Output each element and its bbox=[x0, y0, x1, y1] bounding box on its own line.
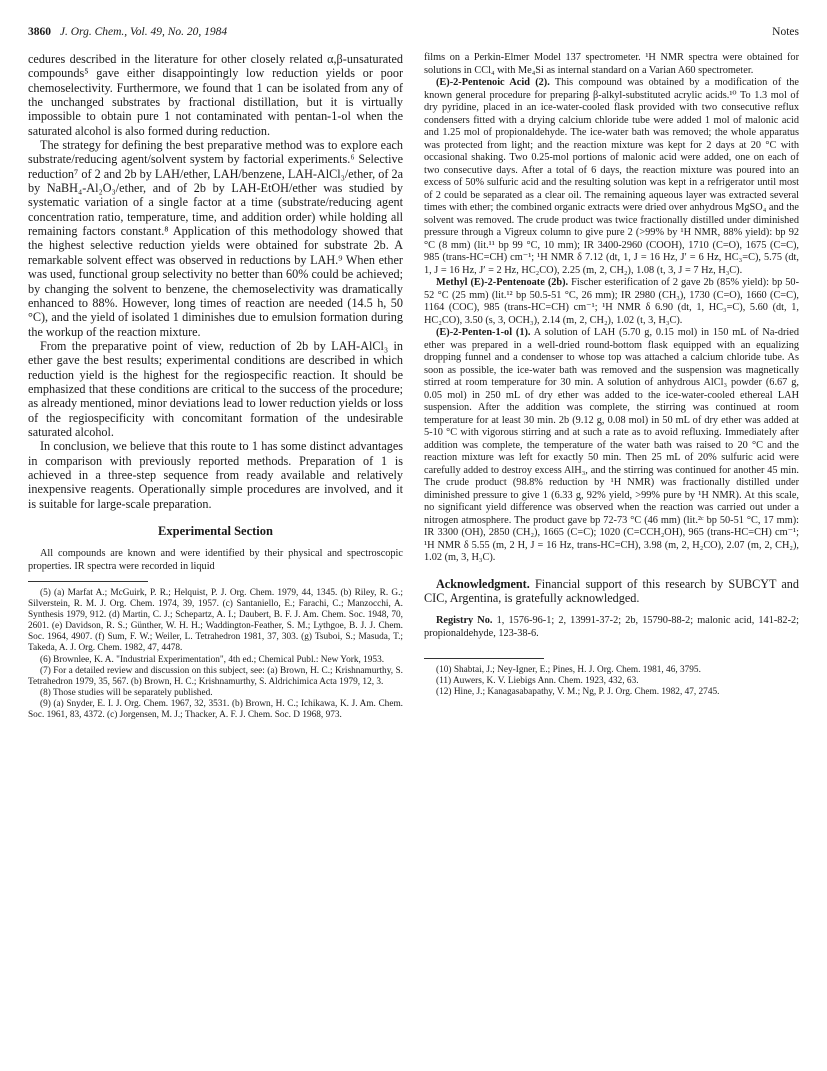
acknowledgment-text: Financial support of this research by SUBCYT and CIC, Argentina, is gratefully acknowledged. bbox=[424, 576, 799, 605]
body-paragraph: From the preparative point of view, reduction of 2b by LAH-AlCl₃ in ether gave the best results; experimental conditions are described in which reduction yield is the highest for the regiospecific reaction. It should be emphasized that these conditions are critical to the success of the procedure; as already mentioned, minor deviations lead to lower reduction yields or loss of the regiospecificity with concomitant formation of the undesirable saturated alcohol. bbox=[28, 338, 404, 439]
footnote: (5) (a) Marfat A.; McGuirk, P. R.; Helquist, P. J. Org. Chem. 1979, 44, 1345. (b) Riley, R. G.; Silverstein, R. M. J. Org. Chem. 1974, 39, 1957. (c) Santaniello, E.; Farachi, C.; Manzocchi, A. Synthesis 1979, 912. (d) Martin, C. J.; Schepartz, A. I.; Daubert, B. F. J. Am. Chem. Soc. 1948, 70, 2601. (e) Davidson, R. S.; Günther, W. H. H.; Waddington-Feather, S. M.; Lythgoe, B. J. J. Chem. Soc. 1964, 4907. (f) Sum, F. W.; Weiler, L. Tetrahedron 1981, 37, 303. (g) Tsuboi, S.; Masuda, T.; Takeda, A. J. Org. Chem. 1982, 47, 4478. bbox=[28, 588, 403, 654]
registry-numbers bbox=[424, 615, 799, 640]
section-heading: Experimental Section bbox=[158, 524, 273, 538]
procedure-text: A solution of LAH (5.70 g, 0.15 mol) in 150 mL of Na-dried ether was prepared in a well-dried round-bottom flask equipped with an equalizing dropping funnel and a condenser to whose top was attached a calcium chloride tube. As soon as possible, the ice-water bath was removed and the suspension was magnetically stirred at room temperature for 30 min. A solution of anhydrous AlCl₃ powder (6.67 g, 0.05 mol) in 250 mL of dry ether was added to the ice-water-cooled ethereal LAH suspension. After the addition was complete, the stirring was continued at room temperature for at least 30 min. 2b (9.12 g, 0.08 mol) in 50 mL of dry ether was added at 5-10 °C with vigorous stirring and at such a rate as to avoid refluxing. Immediately after addition was complete, the temperature of the water bath was raised to 20 °C and the reaction mixture was left for exactly 50 min. Then 25 mL of 20% sulfuric acid were carefully added to destroy excess AlH₃, and the stirring was continued for another 45 min. The crude product (98.8% reduction by ¹H NMR) was fractionally distilled under diminished pressure to give 1 (6.33 g, 92% yield, >99% pure by ¹H NMR). At this scale, no significant yield difference was observed when the reaction was carried out under a nitrogen atmosphere. The product gave bp 72-73 °C (46 mm) (lit.²ᶜ bp 50-51 °C, 17 mm): IR 3300 (OH), 2850 (CH₂), 1665 (C=C); 1020 (C=CCH₂OH), 965 (trans-HC=CH) cm⁻¹; ¹H NMR δ 5.55 (m, 2 H, J = 16 Hz, trans-HC=CH), 3.98 (m, 2, H₂CO), 2.07 (m, 2, CH₂), 1.02 (m, 3, H₃C). bbox=[424, 327, 799, 563]
page-header bbox=[28, 26, 799, 44]
section-label: Notes bbox=[772, 26, 799, 38]
footnote: (7) For a detailed review and discussion on this subject, see: (a) Brown, H. C.; Krishnamurthy, S. Tetrahedron 1979, 35, 567. (b) Brown, H. C.; Krishnamurthy, S. Aldrichimica Acta 1979, 12, 3. bbox=[28, 665, 403, 687]
journal-citation: J. Org. Chem., Vol. 49, No. 20, 1984 bbox=[59, 26, 228, 38]
footnotes-left bbox=[28, 588, 403, 721]
procedure-paragraph bbox=[424, 277, 799, 327]
procedure-text: This compound was obtained by a modification of the known general procedure for preparing β-alkyl-substituted acrylic acids.¹⁰ To 1.3 mol of dry pyridine, placed in an ice-water-cooled flask provided with two consecutive reflux condensers fitted with a drying calcium chloride tube were added 1 mol of malonic acid and 1.25 mol of propionaldehyde. The ice-water bath was removed; the whole apparatus was protected from light; and the reaction mixture was kept for 2 days at 20 °C with occasional shaking. Two 0.25-mol portions of malonic acid were added, one on each of two consecutive days. After a total of 6 days, the reaction mixture was poured into an excess of 50% sulfuric acid and the resulting solution was kept in a refrigerator until most of 2 could be separated as a clear oil. The remaining aqueous layer was extracted several times with ether; the combined organic extracts were dried over anhydrous MgSO₄ and the solvent was removed. The crude product was twice fractionally distilled under diminished pressure through a Vigreux column to give pure 2 (>99% by ¹H NMR, 88% yield): bp 92 °C (8 mm) (lit.¹¹ bp 99 °C, 10 mm); IR 3400-2960 (COOH), 1710 (C=O), 1675 (C=C), 985 (trans-HC=CH) cm⁻¹; ¹H NMR δ 7.12 (dt, 1, J = 16 Hz, J′ = 6 Hz, HC₃=C), 5.75 (dt, 1, J = 16 Hz, J′ = 2 Hz, HC₂CO), 2.25 (m, 2, CH₂), 1.08 (t, 3, J = 7 Hz, H₃C). bbox=[424, 77, 799, 276]
acknowledgment bbox=[424, 577, 799, 606]
footnotes-right bbox=[424, 665, 799, 698]
registry-heading: Registry No. bbox=[436, 615, 493, 627]
page-number: 3860 bbox=[28, 26, 51, 38]
footnote: (10) Shabtai, J.; Ney-Igner, E.; Pines, H. J. Org. Chem. 1981, 46, 3795. bbox=[436, 665, 701, 676]
body-paragraph: cedures described in the literature for other closely related α,β-unsaturated compounds⁵ gave either disappointingly low reduction yields or poor chemoselectivity. Furthermore, we found that 1 can be isolated from any of the unchanged substrates by fractional distillation, but it is virtually impossible to obtain pure 1 not contaminated with pentan-1-ol when the saturated alcohol is also formed during reduction. bbox=[28, 52, 403, 138]
footnote: (11) Auwers, K. V. Liebigs Ann. Chem. 1923, 432, 63. bbox=[436, 676, 639, 687]
compound-heading: (E)-2-Pentenoic Acid (2). bbox=[436, 77, 550, 88]
registry-text: 1, 1576-96-1; 2, 13991-37-2; 2b, 15790-88-2; malonic acid, 141-82-2; propionaldehyde, 123-38-6. bbox=[424, 615, 800, 639]
footnote-divider bbox=[424, 658, 544, 659]
procedure-paragraph bbox=[424, 77, 799, 277]
footnote: (9) (a) Snyder, E. I. J. Org. Chem. 1967, 32, 3531. (b) Brown, H. C.; Ichikawa, K. J. Am. Chem. Soc. 1961, 83, 4372. (c) Jorgensen, M. J.; Thacker, A. F. J. Chem. Soc. D 1968, 973. bbox=[28, 698, 403, 721]
body-paragraph: films on a Perkin-Elmer Model 137 spectrometer. ¹H NMR spectra were obtained for solutions in CCl₄ with Me₄Si as internal standard on a Varian A60 spectrometer. bbox=[424, 52, 799, 76]
footnote-divider bbox=[28, 581, 148, 582]
right-column bbox=[424, 52, 799, 698]
footnote: (6) Brownlee, K. A. "Industrial Experimentation", 4th ed.; Chemical Publ.: New York, 1953. bbox=[40, 654, 385, 665]
acknowledgment-heading: Acknowledgment. bbox=[436, 576, 530, 591]
compound-heading: Methyl (E)-2-Pentenoate (2b). bbox=[436, 277, 569, 288]
compound-heading: (E)-2-Penten-1-ol (1). bbox=[436, 327, 531, 338]
procedure-paragraph bbox=[424, 327, 799, 565]
body-paragraph: The strategy for defining the best preparative method was to explore each substrate/reducing agent/solvent system by factorial experiments.⁶ Selective reduction⁷ of 2 and 2b by LAH/ether, LAH/benzene, LAH-AlCl₃/ether, of 2a by NaBH₄-Al₂O₃/ether, and of 2b by LAH-EtOH/ether was studied by systematic variation of a single factor at a time (substrate/reducing agent concentration ratio, temperature, time, and addition order) while holding all remaining factors constant.⁸ Application of this methodology showed that the highest selective reduction yields were obtained for substrate 2b. A remarkable solvent effect was observed in reductions by LAH.⁹ When ether was used, functional group selectivity no better than 60% could be achieved; by changing the solvent to benzene, the chemoselectivity was dramatically enhanced to 88%. However, long times of reaction are needed (14.5 h, 50 °C), and the yield of isolated 1 diminishes due to emulsion formation during the workup of the reaction mixture. bbox=[28, 138, 403, 339]
experimental-intro: All compounds are known and were identified by their physical and spectroscopic properties. IR spectra were recorded in liquid bbox=[28, 548, 403, 572]
footnote: (12) Hine, J.; Kanagasabapathy, V. M.; Ng, P. J. Org. Chem. 1982, 47, 2745. bbox=[436, 687, 720, 698]
body-paragraph: In conclusion, we believe that this route to 1 has some distinct advantages in comparison with previously reported methods. Preparation of 1 is achieved in a three-step sequence from ready available and relatively inexpensive reagents. Operationally simple procedures are involved, and it is suitable for large-scale preparation. bbox=[28, 439, 403, 511]
footnote: (8) Those studies will be separately published. bbox=[40, 687, 213, 698]
procedure-text: Fischer esterification of 2 gave 2b (85% yield): bp 50-52 °C (25 mm) (lit.¹² bp 50.5-51 °C, 26 mm); IR 2980 (CH₃), 1730 (C=O), 1660 (C=C), 1164 (COC), 985 (trans-HC=CH) cm⁻¹; ¹H NMR δ 6.90 (dt, 1, HC₃=C), 5.60 (dt, 1, HC₂CO), 3.50 (s, 3, OCH₃), 2.14 (m, 2, CH₂), 1.02 (t, 3, H₃C). bbox=[424, 277, 799, 326]
left-column bbox=[28, 52, 403, 721]
